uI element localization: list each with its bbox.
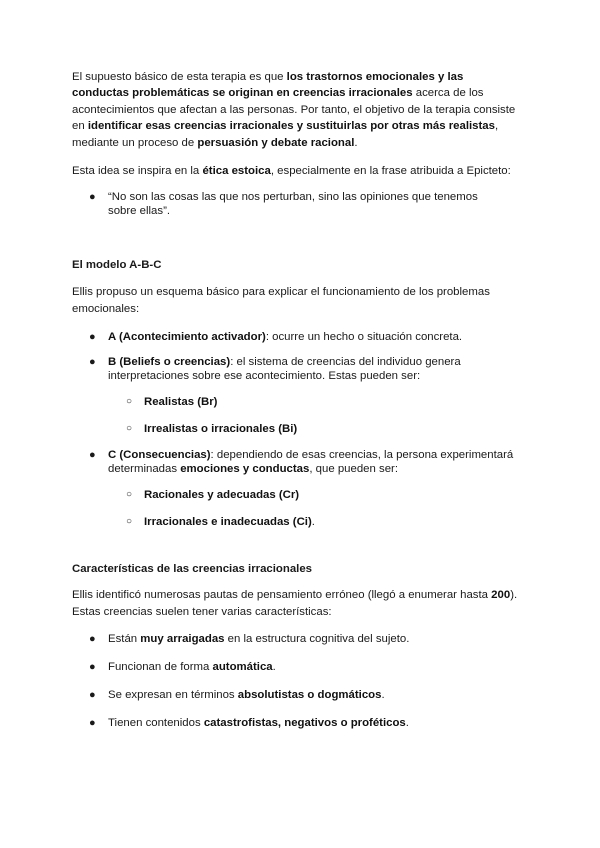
text: interpretaciones sobre ese acontecimiento. Estas pueden ser: — [108, 370, 421, 383]
bold-text: A (Acontecimiento activador) — [108, 331, 266, 344]
quote-line: sobre ellas”. — [108, 205, 171, 218]
caract-item-1 — [72, 632, 520, 646]
text: . — [311, 516, 315, 529]
text: . — [381, 689, 385, 702]
bullet-icon: ● — [89, 191, 96, 204]
sub-bullet-cr — [72, 488, 520, 502]
quote-bullet — [72, 190, 520, 218]
text: El supuesto básico de esta terapia es que — [72, 71, 287, 83]
bullet-icon: ● — [89, 661, 96, 674]
text: Están — [108, 633, 141, 646]
bullet-icon: ● — [89, 449, 96, 462]
bold-text: Irrealistas o irracionales (Bi) — [144, 423, 298, 436]
sub-bullet-icon: ○ — [126, 396, 133, 408]
bold-text: B (Beliefs o creencias) — [108, 356, 231, 369]
text: Tienen contenidos — [108, 717, 204, 730]
text: : ocurre un hecho o situación concreta. — [265, 331, 463, 344]
sub-bullet-icon: ○ — [126, 516, 133, 528]
bold-text: 200 — [491, 589, 511, 602]
bold-text: C (Consecuencias) — [108, 449, 211, 462]
text: . — [272, 661, 276, 674]
quote-line: “No son las cosas las que nos perturban, sino las opiniones que tenemos — [108, 191, 478, 204]
sub-bullet-ci — [72, 515, 520, 529]
text: , que pueden ser: — [309, 463, 398, 476]
text: . — [354, 136, 358, 149]
text: . — [405, 717, 409, 730]
text: emocionales: — [72, 302, 140, 315]
bullet-icon: ● — [89, 356, 96, 369]
sub-bullet-br — [72, 395, 520, 409]
intro-paragraph — [72, 69, 520, 151]
epictetus-paragraph — [72, 163, 520, 179]
text: : el sistema de creencias del individuo genera — [230, 356, 461, 369]
section-heading-caracteristicas: Características de las creencias irracionales — [72, 563, 312, 576]
text: , mediante un proceso de — [72, 120, 499, 149]
text: Funcionan de forma — [108, 661, 213, 674]
sub-bullet-icon: ○ — [126, 423, 133, 435]
bold-text: Irracionales e inadecuadas (Ci) — [144, 516, 312, 529]
text: ). — [510, 589, 518, 602]
bullet-icon: ● — [89, 633, 96, 646]
bullet-icon: ● — [89, 717, 96, 730]
bullet-b — [72, 355, 520, 383]
text: Se expresan en términos — [108, 689, 238, 702]
bold-text: identificar esas creencias irracionales y sustituirlas por otras más realistas — [87, 120, 495, 133]
document-page — [72, 69, 520, 730]
bold-text: los trastornos emocionales y las conductas problemáticas se originan en creencias irracionales — [72, 71, 464, 100]
text: : dependiendo de esas creencias, la persona experimentará — [210, 449, 514, 462]
sub-bullet-icon: ○ — [126, 489, 133, 501]
bullet-c — [72, 448, 520, 476]
bullet-icon: ● — [89, 689, 96, 702]
caract-intro-paragraph — [72, 587, 520, 620]
bold-text: catastrofistas, negativos o proféticos — [203, 717, 406, 730]
text: Ellis identificó numerosas pautas de pensamiento erróneo (llegó a enumerar hasta — [72, 589, 492, 602]
bold-text: emociones y conductas — [180, 463, 310, 476]
bold-text: Racionales y adecuadas (Cr) — [144, 489, 300, 502]
bold-text: automática — [212, 661, 273, 674]
text: , especialmente en la frase atribuida a Epicteto: — [270, 165, 511, 178]
caract-item-2 — [72, 660, 520, 674]
sub-bullet-bi — [72, 422, 520, 436]
bold-text: absolutistas o dogmáticos — [237, 689, 382, 702]
bold-text: muy arraigadas — [140, 633, 225, 646]
text: Esta idea se inspira en la — [72, 165, 203, 178]
section-heading-abc: El modelo A-B-C — [72, 259, 162, 272]
caract-item-4 — [72, 716, 520, 730]
text: Estas creencias suelen tener varias características: — [72, 605, 332, 618]
bold-text: ética estoica — [202, 165, 271, 178]
bullet-a — [72, 330, 520, 344]
text: acerca de los acontecimientos que afectan a las personas. Por tanto, el objetivo de la terapia consiste en — [72, 87, 516, 133]
text: Ellis propuso un esquema básico para explicar el funcionamiento de los problemas — [72, 286, 490, 299]
bold-text: Realistas (Br) — [144, 396, 218, 409]
caract-item-3 — [72, 688, 520, 702]
abc-intro-paragraph — [72, 284, 520, 317]
bold-text: persuasión y debate racional — [197, 136, 355, 149]
text: determinadas — [108, 463, 181, 476]
text: en la estructura cognitiva del sujeto. — [224, 633, 410, 646]
bullet-icon: ● — [89, 331, 96, 344]
